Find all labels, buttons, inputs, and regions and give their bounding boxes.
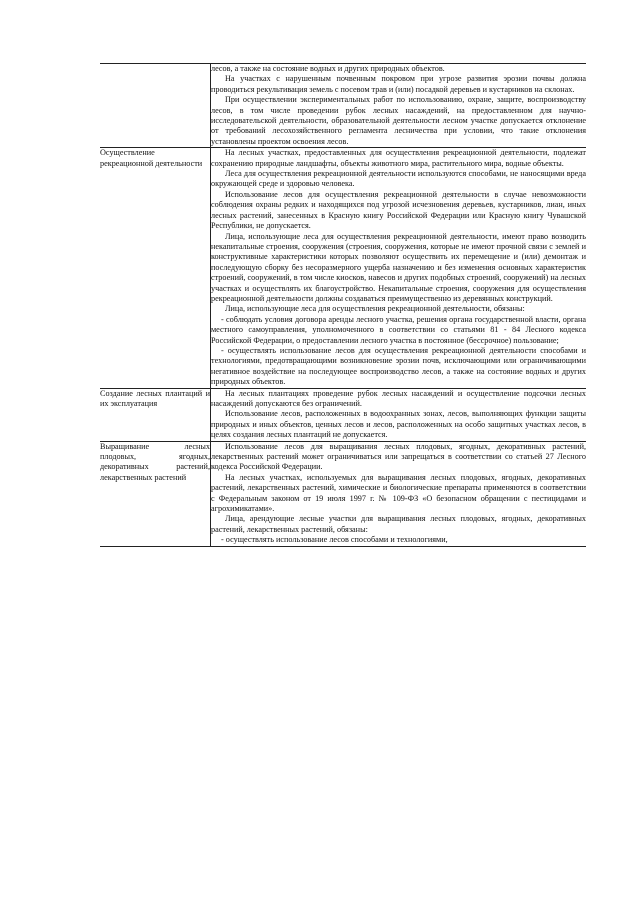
- category-label: Создание лесных плантаций и их эксплуатация: [100, 388, 210, 408]
- paragraph: На лесных участках, предоставленных для осуществления рекреационной деятельности, подлежат сохранению природные ландшафты, объекты животного мира, растительного мира, водные объекты.: [211, 148, 586, 168]
- category-label: Выращивание лесных плодовых, ягодных, декоративных растений, лекарственных растений: [100, 441, 210, 482]
- content-cell: [211, 64, 587, 148]
- paragraph: Лица, использующие леса для осуществления рекреационной деятельности, имеют право возводить некапитальные строения, сооружения (строения, сооружения, которые не имеют прочной связи с землей и конструктивные характеристики которых позволяют осуществить их перемещение и (или) демонтаж и последующую сборку без несоразмерного ущерба назначению и без изменения основных характеристик строений, сооружений, в том числе киосков, навесов и других подобных строений, сооружений) на лесных участках и осуществлять их благоустройство. Некапитальные строения, сооружения для осуществления рекреационной деятельности должны создаваться преимущественно из деревянных конструкций.: [211, 231, 586, 303]
- paragraph: Использование лесов для выращивания лесных плодовых, ягодных, декоративных растений, лекарственных растений может ограничиваться или запрещаться в соответствии со статьей 27 Лесного кодекса Российской Федерации.: [211, 441, 586, 472]
- paragraph: Лица, использующие леса для осуществления рекреационной деятельности, обязаны:: [225, 304, 525, 314]
- paragraph: Использование лесов для осуществления рекреационной деятельности в случае невозможности соблюдения охраны редких и находящихся под угрозой исчезновения деревьев, кустарников, лиан, иных лесных растений, занесенных в Красную книгу Российской Федерации или Красную книгу Чувашской Республики, не допускается.: [211, 189, 586, 231]
- category-cell: [100, 388, 211, 441]
- paragraph: Леса для осуществления рекреационной деятельности используются способами, не наносящими вреда окружающей среде и здоровью человека.: [211, 169, 586, 189]
- table-row: [100, 148, 586, 388]
- category-cell: [100, 64, 211, 148]
- paragraph: лесов, а также на состояние водных и других природных объектов.: [211, 64, 445, 73]
- list-item: - осуществлять использование лесов для осуществления рекреационной деятельности способами и технологиями, предотвращающими возникновение эрозии почв, исключающими или ограничивающими негативное воздействие на последующее воспроизводство лесов, а также на состояние водных и других природных объектов.: [211, 345, 586, 387]
- content-cell: [211, 148, 587, 388]
- table-row: [100, 64, 586, 148]
- table-row: [100, 388, 586, 441]
- category-label: Осуществление рекреационной деятельности: [100, 148, 203, 168]
- paragraph: Лица, арендующие лесные участки для выращивания лесных плодовых, ягодных, декоративных растений, лекарственных растений, обязаны:: [211, 514, 586, 534]
- paragraph: На участках с нарушенным почвенным покровом при угрозе развития эрозии почвы должна проводиться рекультивация земель с посевом трав и (или) посадкой деревьев и кустарников на склонах.: [211, 74, 586, 94]
- table-row: [100, 441, 586, 546]
- paragraph: На лесных участках, используемых для выращивания лесных плодовых, ягодных, декоративных растений, лекарственных растений, химические и биологические препараты применяются в соответствии с Федеральным законом от 19 июля 1997 г. № 109-ФЗ «О безопасном обращении с пестицидами и агрохимикатами».: [211, 472, 586, 514]
- paragraph: Использование лесов, расположенных в водоохранных зонах, лесов, выполняющих функции защиты природных и иных объектов, ценных лесов и лесов, расположенных на особо защитных участках лесов, в целях создания лесных плантаций не допускается.: [211, 409, 586, 440]
- paragraph: При осуществлении экспериментальных работ по использованию, охране, защите, воспроизводству лесов, в том числе проведении рубок лесных насаждений, на предоставленном для научно-исследовательской деятельности, образовательной деятельности лесном участке допускается отклонение от требований лесохозяйственного регламента лесничества при условии, что такие отклонения установлены проектом освоения лесов.: [211, 95, 586, 146]
- category-cell: [100, 441, 211, 546]
- content-cell: [211, 441, 587, 546]
- content-cell: [211, 388, 587, 441]
- paragraph: На лесных плантациях проведение рубок лесных насаждений и осуществление подсочки лесных насаждений допускаются без ограничений.: [211, 388, 586, 408]
- list-item: - осуществлять использование лесов способами и технологиями,: [221, 535, 448, 545]
- list-item: - соблюдать условия договора аренды лесного участка, решения органа государственной власти, органа местного самоуправления, уполномоченного в соответствии со статьями 81 - 84 Лесного кодекса Российской Федерации, о предоставлении лесного участка в постоянное (бессрочное) пользование;: [211, 314, 586, 345]
- regulation-table: [100, 63, 586, 547]
- category-cell: [100, 148, 211, 388]
